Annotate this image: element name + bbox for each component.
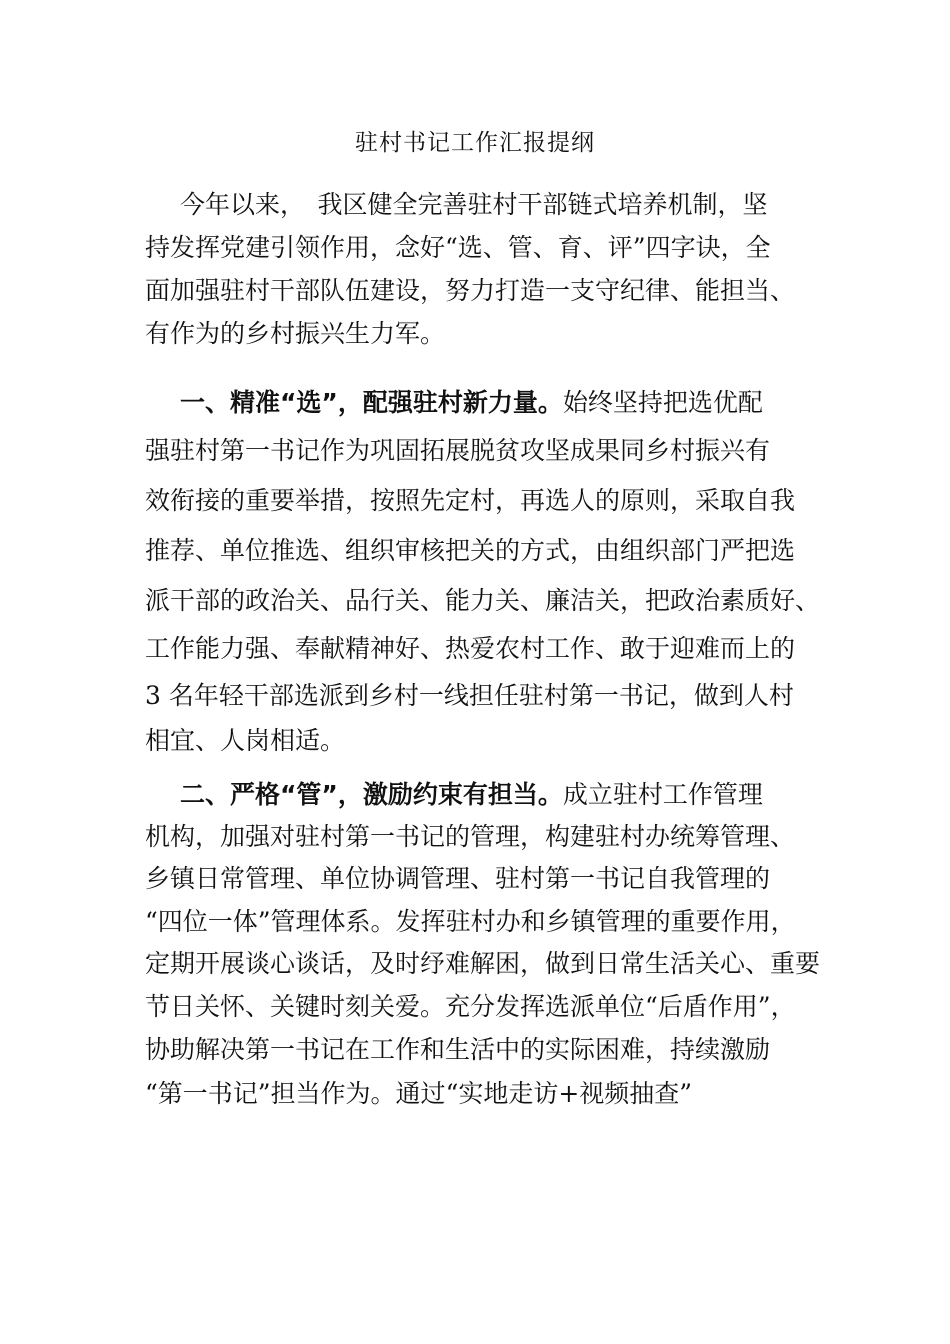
section2-line-8: “第一书记”担当作为。通过“实地走访+视频抽查” xyxy=(145,1079,693,1108)
section2-line-2: 机构，加强对驻村第一书记的管理，构建驻村办统筹管理、 xyxy=(145,822,796,851)
section1-line-4: 推荐、单位推选、组织审核把关的方式，由组织部门严把选 xyxy=(145,536,796,565)
section1-line-7: 3 名年轻干部选派到乡村一线担任驻村第一书记，做到人村 xyxy=(145,681,794,710)
intro-line-4: 有作为的乡村振兴生力军。 xyxy=(145,319,446,348)
section2-line-7: 协助解决第一书记在工作和生活中的实际困难，持续激励 xyxy=(145,1035,771,1064)
section2-line-3: 乡镇日常管理、单位协调管理、驻村第一书记自我管理的 xyxy=(145,864,771,893)
section2-line-6: 节日关怀、关键时刻关爱。充分发挥选派单位“后盾作用”， xyxy=(145,992,796,1021)
section1-line-8: 相宜、人岗相适。 xyxy=(145,726,346,755)
section2-heading: 二、严格“管”，激励约束有担当。 xyxy=(180,780,563,809)
document-title: 驻村书记工作汇报提纲 xyxy=(355,130,595,156)
section2-line-5: 定期开展谈心谈话，及时纾难解困，做到日常生活关心、重要 xyxy=(145,949,821,978)
intro-line-3: 面加强驻村干部队伍建设，努力打造一支守纪律、能担当、 xyxy=(145,276,796,305)
section1-line-1: 始终坚持把选优配 xyxy=(562,388,763,417)
section1-heading: 一、精准“选”，配强驻村新力量。 xyxy=(180,388,563,417)
section2-line-4: “四位一体”管理体系。发挥驻村办和乡镇管理的重要作用， xyxy=(145,907,796,936)
section1-line-3: 效衔接的重要举措，按照先定村，再选人的原则，采取自我 xyxy=(145,486,796,515)
section2-first-line xyxy=(180,782,763,807)
section1-line-5: 派干部的政治关、品行关、能力关、廉洁关，把政治素质好、 xyxy=(145,586,821,615)
section1-line-6: 工作能力强、奉献精神好、热爱农村工作、敢于迎难而上的 xyxy=(145,634,796,663)
section1-first-line xyxy=(180,390,763,415)
intro-line-1: 今年以来， 我区健全完善驻村干部链式培养机制，坚 xyxy=(180,190,768,219)
intro-line-2: 持发挥党建引领作用，念好“选、管、育、评”四字诀，全 xyxy=(145,233,771,262)
section2-line-1: 成立驻村工作管理 xyxy=(562,780,763,809)
section1-line-2: 强驻村第一书记作为巩固拓展脱贫攻坚成果同乡村振兴有 xyxy=(145,436,771,465)
